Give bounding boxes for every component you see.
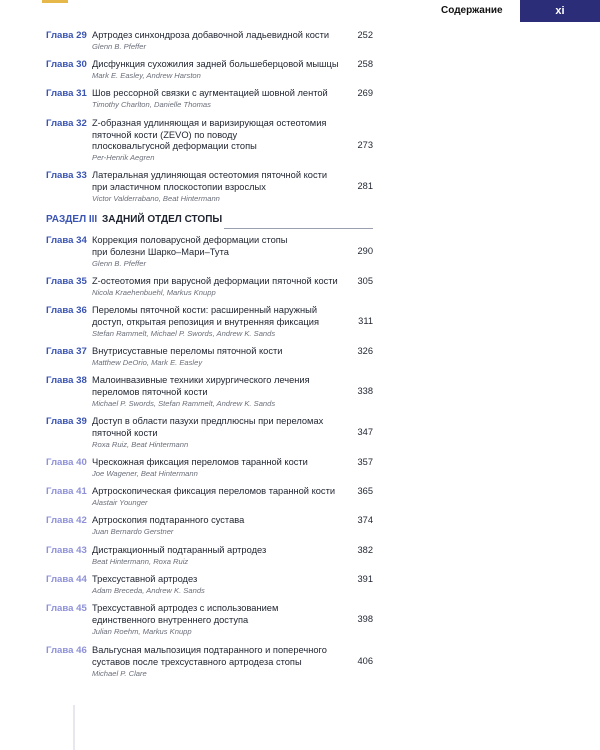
- chapter-title: [92, 235, 342, 258]
- chapter-number: Глава 43: [46, 545, 87, 556]
- chapter-title-line: Z-остеотомия при варусной деформации пяточной кости: [92, 276, 338, 286]
- chapter-title-line: Z-образная удлиняющая и варизирующая остеотомия: [92, 118, 327, 128]
- chapter-title-line: Трехсуставной артродез с использованием: [92, 603, 279, 613]
- page-number: 391: [357, 574, 373, 584]
- page-number: 365: [357, 486, 373, 496]
- page-number-badge: xi: [520, 0, 600, 22]
- chapter-title-line: Коррекция половарусной деформации стопы: [92, 235, 288, 245]
- chapter-authors: Roxa Ruiz, Beat Hintermann: [92, 439, 189, 449]
- chapter-number: Глава 37: [46, 346, 87, 357]
- chapter-title-line: пяточной кости (ZEVO) по поводу: [92, 129, 238, 140]
- chapter-authors: Julian Roehm, Markus Knupp: [92, 626, 192, 636]
- chapter-title-line: Трехсуставной артродез: [92, 574, 198, 584]
- chapter-title: [92, 545, 342, 557]
- chapter-title-line: пяточной кости: [92, 427, 158, 438]
- chapter-title-line: Латеральная удлиняющая остеотомия пяточной кости: [92, 170, 328, 180]
- section-heading: [0, 213, 600, 233]
- chapter-title-line: Артроскопия подтаранного сустава: [92, 515, 245, 525]
- chapter-number: Глава 39: [46, 416, 87, 427]
- chapter-title-line: при эластичном плоскостопии взрослых: [92, 181, 266, 192]
- page-number: 326: [357, 346, 373, 356]
- chapter-number: Глава 31: [46, 88, 87, 99]
- chapter-authors: Alastair Younger: [92, 498, 148, 507]
- chapter-authors: Matthew DeOrio, Mark E. Easley: [92, 358, 203, 367]
- chapter-title-line: плосковальгусной деформации стопы: [92, 141, 257, 151]
- chapter-authors: Adam Breceda, Andrew K. Sands: [92, 586, 205, 595]
- header-title: Содержание: [441, 5, 503, 16]
- chapter-title: [92, 276, 342, 288]
- chapter-number: Глава 30: [46, 59, 87, 70]
- chapter-authors: Beat Hintermann, Roxa Ruiz: [92, 557, 189, 566]
- chapter-title-line: Артродез синхондроза добавочной ладьевидной кости: [92, 30, 330, 40]
- chapter-title-line: Вальгусная мальпозиция подтаранного и поперечного: [92, 645, 327, 655]
- chapter-title-line: Дисфункция сухожилия задней большеберцовой мышцы: [92, 59, 339, 69]
- chapter-number: Глава 34: [46, 235, 87, 246]
- chapter-number: Глава 44: [46, 574, 87, 585]
- chapter-number: Глава 33: [46, 170, 87, 181]
- chapter-number: Глава 29: [46, 30, 87, 41]
- chapter-title-line: Артроскопическая фиксация переломов таранной кости: [92, 486, 336, 496]
- page-number: 305: [357, 276, 373, 286]
- chapter-title-line: Чрескожная фиксация переломов таранной кости: [92, 457, 308, 467]
- page-number: 269: [357, 88, 373, 98]
- chapter-title: [92, 457, 342, 469]
- section-rule: [224, 228, 373, 229]
- chapter-title-line: единственного внутреннего доступа: [92, 614, 249, 625]
- chapter-number: Глава 45: [46, 603, 87, 614]
- chapter-title: [92, 305, 342, 328]
- section-title: ЗАДНИЙ ОТДЕЛ СТОПЫ: [102, 214, 223, 225]
- chapter-authors: Per-Henrik Aegren: [92, 153, 155, 162]
- chapter-number: Глава 40: [46, 457, 87, 468]
- page-number: 273: [357, 140, 373, 150]
- chapter-title: [92, 88, 342, 100]
- chapter-authors: Joe Wagener, Beat Hintermann: [92, 469, 198, 478]
- chapter-authors: Nicola Kraehenbuehl, Markus Knupp: [92, 288, 216, 297]
- chapter-title-line: Переломы пяточной кости: расширенный наружный: [92, 305, 318, 315]
- chapter-title: [92, 486, 342, 498]
- chapter-authors: Victor Valderrabano, Beat Hintermann: [92, 193, 220, 203]
- chapter-authors: Glenn B. Pfeffer: [92, 258, 147, 268]
- chapter-number: Глава 42: [46, 515, 87, 526]
- page-number: 347: [357, 427, 373, 437]
- chapter-authors: Timothy Charlton, Danielle Thomas: [92, 100, 211, 109]
- chapter-title-line: Малоинвазивные техники хирургического лечения: [92, 375, 310, 385]
- chapter-number: Глава 46: [46, 645, 87, 656]
- chapter-title: [92, 346, 342, 358]
- page-number: 398: [357, 614, 373, 624]
- chapter-title-line: Доступ в области пазухи предплюсны при переломах: [92, 416, 324, 426]
- page-number: 311: [358, 316, 373, 326]
- chapter-title: [92, 574, 342, 586]
- chapter-title-line: Внутрисуставные переломы пяточной кости: [92, 346, 283, 356]
- chapter-title: [92, 118, 342, 153]
- chapter-number: Глава 36: [46, 305, 87, 316]
- chapter-authors: Michael P. Clare: [92, 668, 147, 678]
- chapter-title: [92, 645, 342, 668]
- chapter-title-line: Шов рессорной связки с аугментацией шовной лентой: [92, 88, 328, 98]
- chapter-title: [92, 416, 342, 439]
- page-number: 374: [357, 515, 373, 525]
- chapter-authors: Juan Bernardo Gerstner: [92, 527, 174, 536]
- chapter-title: [92, 515, 342, 527]
- page-number: 338: [357, 386, 373, 396]
- chapter-number: Глава 35: [46, 276, 87, 287]
- page-number: 357: [357, 457, 373, 467]
- page-number: 252: [357, 30, 373, 40]
- page-number: 290: [357, 246, 373, 256]
- chapter-number: Глава 38: [46, 375, 87, 386]
- chapter-title-line: доступ, открытая репозиция и внутренняя фиксация: [92, 316, 319, 327]
- chapter-title-line: Дистракционный подтаранный артродез: [92, 545, 267, 555]
- chapter-title: [92, 375, 342, 398]
- chapter-number: Глава 32: [46, 118, 87, 129]
- chapter-authors: Michael P. Swords, Stefan Rammelt, Andrew K. Sands: [92, 398, 276, 408]
- page-number: 382: [357, 545, 373, 555]
- chapter-title: [92, 603, 342, 626]
- chapter-authors: Stefan Rammelt, Michael P. Swords, Andrew K. Sands: [92, 328, 276, 338]
- chapter-title-line: суставов после трехсуставного артродеза стопы: [92, 656, 302, 667]
- page-number: 281: [357, 181, 373, 191]
- chapter-number: Глава 41: [46, 486, 87, 497]
- page-number: 258: [357, 59, 373, 69]
- chapter-title: [92, 170, 342, 193]
- chapter-title-line: при болезни Шарко–Мари–Тута: [92, 246, 229, 257]
- chapter-authors: Mark E. Easley, Andrew Harston: [92, 71, 201, 80]
- margin-guide: [73, 705, 75, 750]
- page-number: 406: [357, 656, 373, 666]
- chapter-title: [92, 30, 342, 42]
- chapter-authors: Glenn B. Pfeffer: [92, 42, 147, 51]
- running-header: [0, 0, 600, 22]
- section-label: РАЗДЕЛ III: [46, 214, 98, 225]
- chapter-title-line: переломов пяточной кости: [92, 386, 208, 397]
- corner-accent: [42, 0, 68, 3]
- chapter-title: [92, 59, 342, 71]
